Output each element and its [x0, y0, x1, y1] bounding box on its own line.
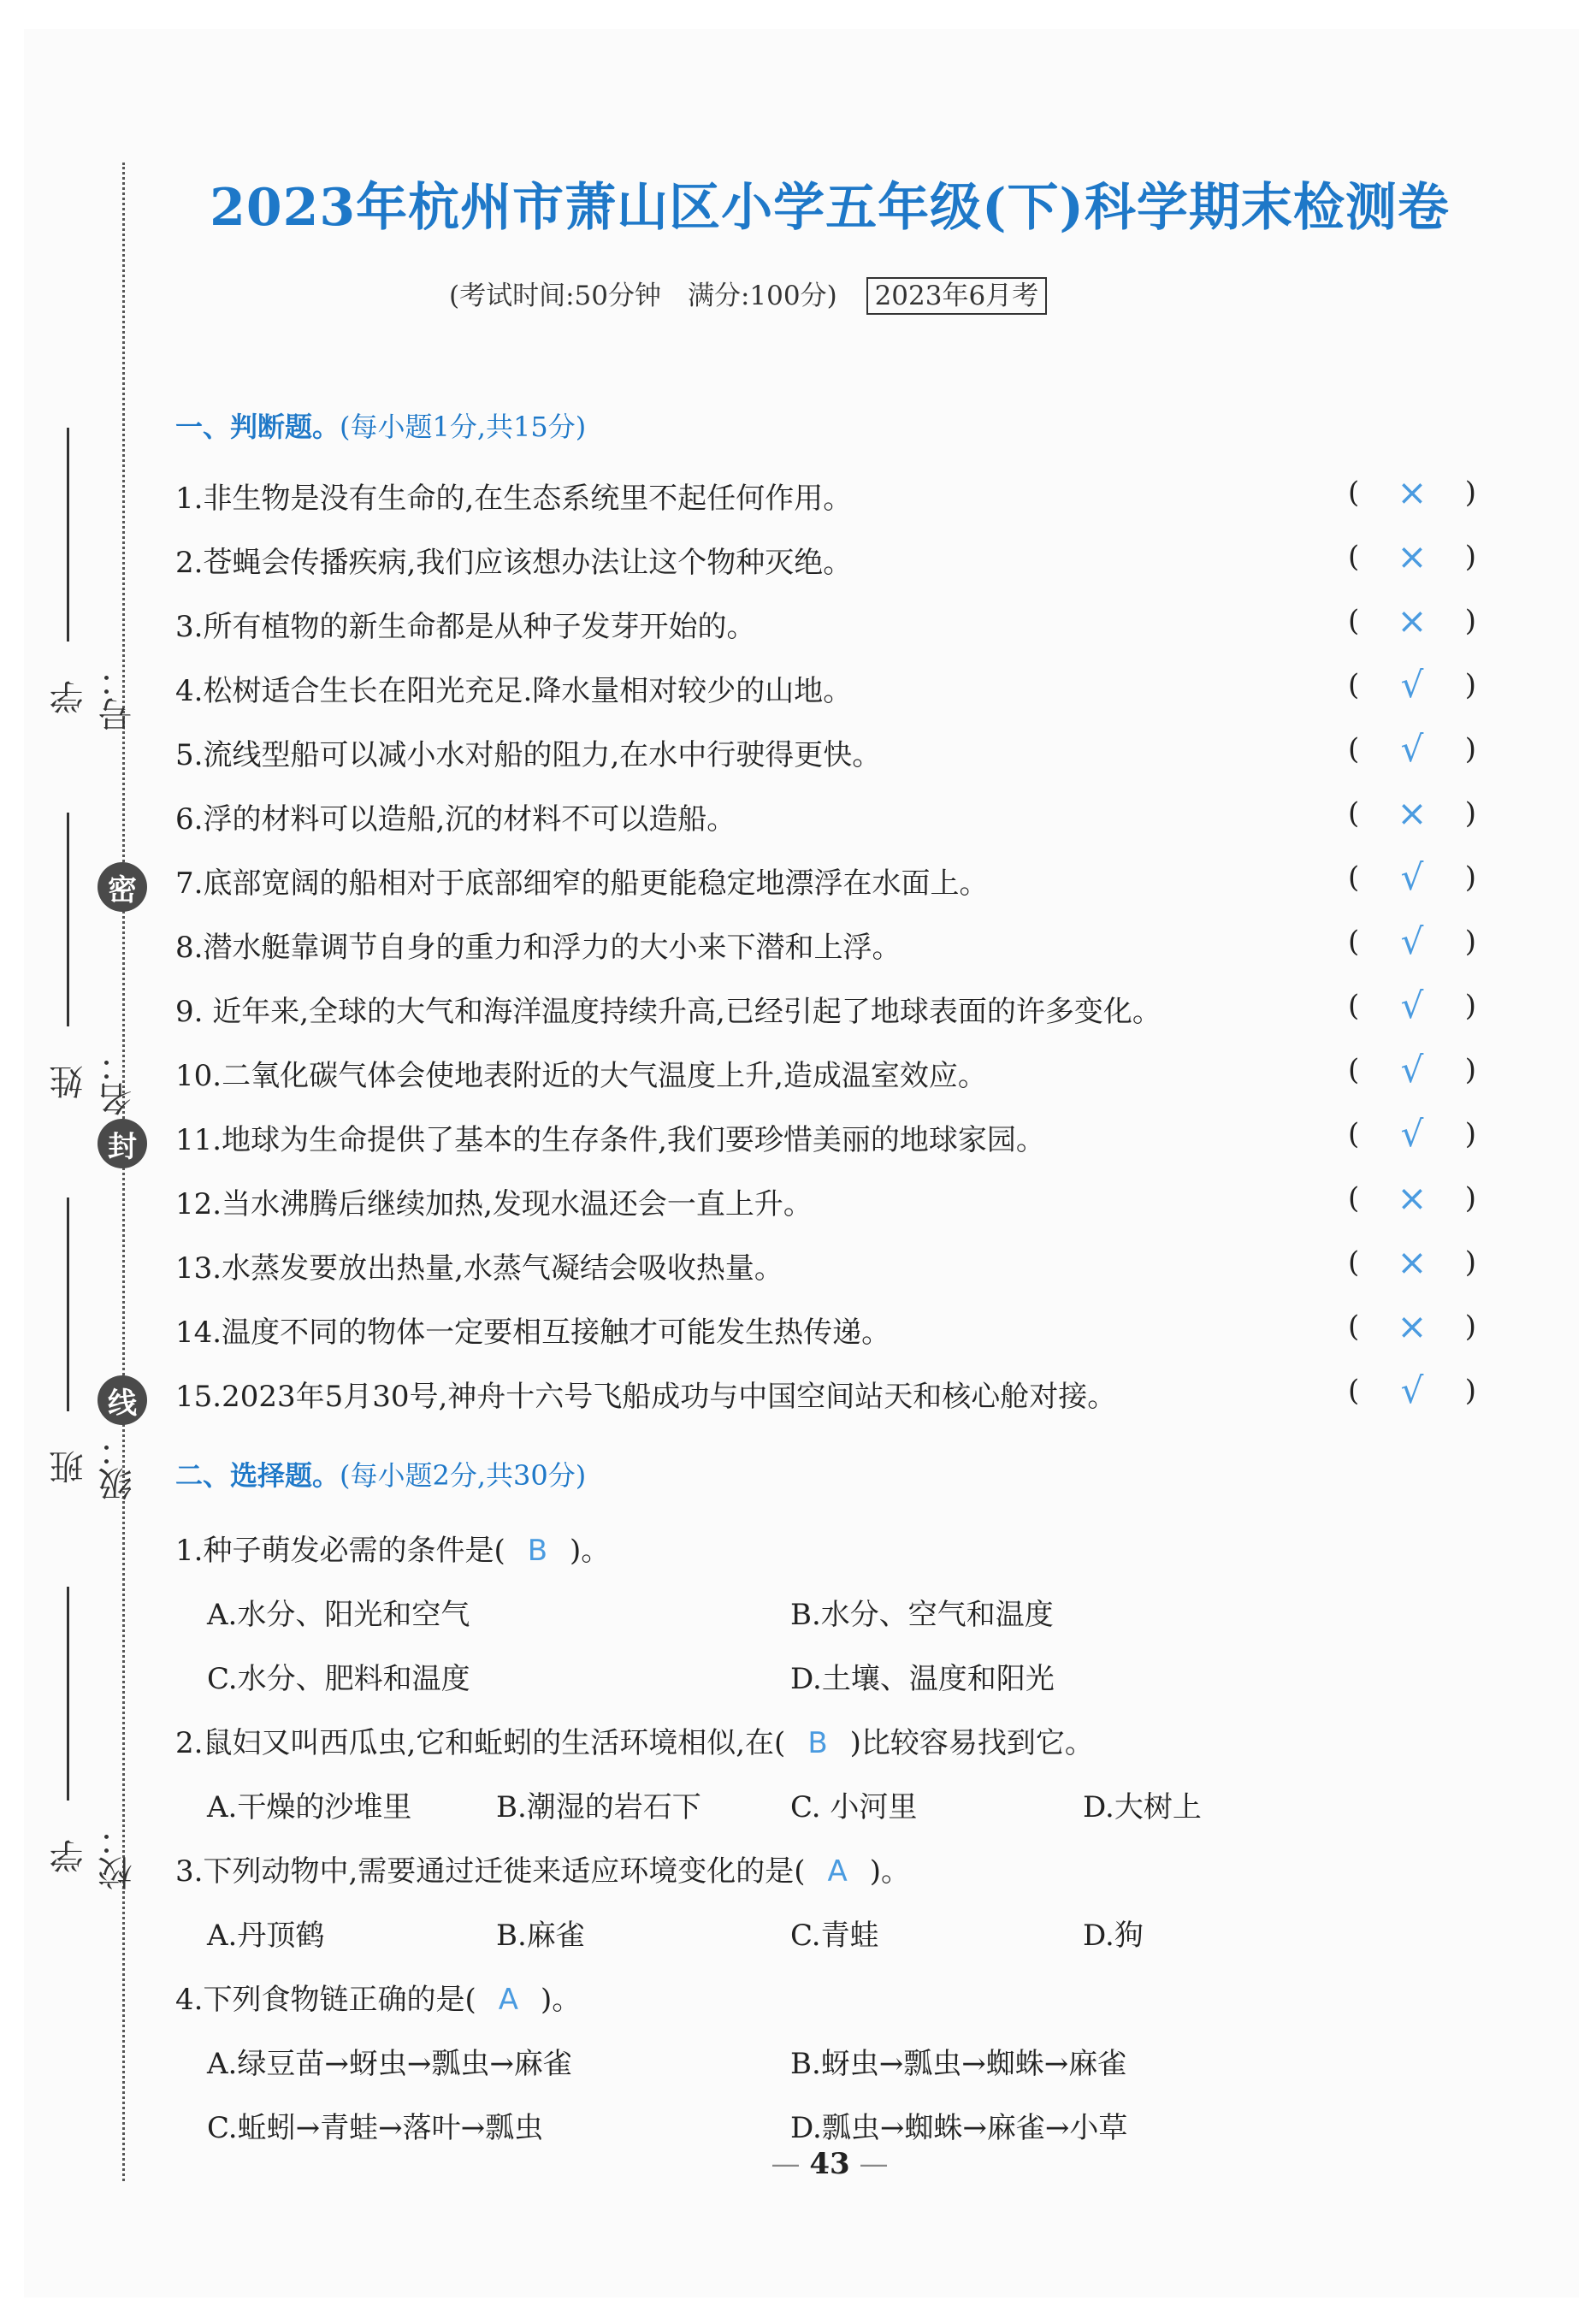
open-paren: ( [1348, 1052, 1360, 1087]
school-label: 学校： [50, 1822, 138, 1890]
tf-question: 7.底部宽阔的船相对于底部细窄的船更能稳定地漂浮在水面上。 [175, 866, 989, 901]
tf-answer-mark: √ [1400, 1369, 1424, 1411]
tf-answer-mark: × [1397, 600, 1428, 642]
mc-question-4 [175, 1976, 581, 2018]
tf-question: 15.2023年5月30号,神舟十六号飞船成功与中国空间站天和核心舱对接。 [175, 1380, 1117, 1414]
tf-answer-box [1348, 985, 1476, 1026]
class-field [44, 1197, 138, 1505]
class-label: 班级： [50, 1433, 138, 1501]
exam-title: 2023年杭州市萧山区小学五年级(下)科学期末检测卷 [210, 178, 1450, 238]
name-label: 姓名： [50, 1048, 138, 1116]
tf-answer-mark: √ [1400, 856, 1424, 898]
mc-question-3-end: )。 [869, 1854, 911, 1889]
tf-answer-box [1348, 856, 1476, 898]
mc-question-3 [175, 1848, 910, 1889]
mc-2-option-d: D.大树上 [1083, 1790, 1202, 1824]
close-paren: ) [1464, 667, 1476, 702]
mc-answer-2: B [807, 1726, 828, 1760]
section-2-title: 二、选择题。 [175, 1459, 340, 1492]
tf-question: 4.松树适合生长在阳光充足.降水量相对较少的山地。 [175, 674, 853, 708]
mc-question-4-text: 4.下列食物链正确的是( [175, 1983, 476, 2017]
tf-answer-mark: × [1397, 1305, 1428, 1347]
mc-1-option-b: B.水分、空气和温度 [790, 1598, 1054, 1632]
page-number: — 43 — [771, 2147, 889, 2181]
mc-2-option-b: B.潮湿的岩石下 [496, 1790, 701, 1824]
mc-answer-1: B [527, 1534, 548, 1568]
tf-question: 8.潜水艇靠调节自身的重力和浮力的大小来下潜和上浮。 [175, 931, 901, 965]
tf-question: 3.所有植物的新生命都是从种子发芽开始的。 [175, 610, 756, 644]
section-1-title: 一、判断题。 [175, 411, 340, 443]
tf-answer-box [1348, 1049, 1476, 1091]
tf-question: 10.二氧化碳气体会使地表附近的大气温度上升,造成温室效应。 [175, 1059, 987, 1093]
mc-question-1-end: )。 [570, 1534, 611, 1568]
open-paren: ( [1348, 475, 1360, 510]
close-paren: ) [1464, 1052, 1476, 1087]
section-1-heading [175, 405, 586, 445]
tf-question: 1.非生物是没有生命的,在生态系统里不起任何作用。 [175, 482, 853, 516]
close-paren: ) [1464, 1245, 1476, 1280]
open-paren: ( [1348, 988, 1360, 1023]
tf-answer-box [1348, 920, 1476, 962]
name-field [44, 813, 138, 1121]
class-underline [67, 1197, 69, 1411]
tf-question: 14.温度不同的物体一定要相互接触才可能发生热传递。 [175, 1316, 891, 1350]
exam-date-box: 2023年6月考 [866, 277, 1048, 315]
tf-answer-box [1348, 471, 1476, 513]
mc-question-1-text: 1.种子萌发必需的条件是( [175, 1534, 505, 1568]
mc-4-option-a: A.绿豆苗→蚜虫→瓢虫→麻雀 [207, 2047, 572, 2081]
tf-answer-mark: × [1397, 535, 1428, 577]
tf-answer-box [1348, 600, 1476, 642]
page-number-value: 43 [809, 2147, 850, 2181]
open-paren: ( [1348, 1245, 1360, 1280]
mc-3-option-d: D.狗 [1083, 1919, 1144, 1953]
tf-answer-mark: × [1397, 471, 1428, 513]
open-paren: ( [1348, 1116, 1360, 1151]
open-paren: ( [1348, 603, 1360, 638]
tf-answer-mark: √ [1400, 920, 1424, 962]
exam-duration-score: (考试时间:50分钟 满分:100分) [449, 281, 837, 311]
mc-1-option-d: D.土壤、温度和阳光 [790, 1662, 1055, 1696]
tf-answer-mark: √ [1400, 664, 1424, 706]
tf-answer-box [1348, 728, 1476, 770]
mc-question-3-text: 3.下列动物中,需要通过迁徙来适应环境变化的是( [175, 1854, 806, 1889]
exam-info [449, 274, 1047, 312]
mc-answer-3: A [827, 1854, 848, 1889]
close-paren: ) [1464, 1180, 1476, 1215]
tf-answer-mark: × [1397, 792, 1428, 834]
tf-answer-box [1348, 664, 1476, 706]
open-paren: ( [1348, 795, 1360, 831]
mc-1-option-c: C.水分、肥料和温度 [207, 1662, 470, 1696]
mc-2-option-a: A.干燥的沙堆里 [207, 1790, 412, 1824]
mc-2-option-c: C. 小河里 [790, 1790, 918, 1824]
mc-1-option-a: A.水分、阳光和空气 [207, 1598, 470, 1632]
open-paren: ( [1348, 924, 1360, 959]
tf-question: 6.浮的材料可以造船,沉的材料不可以造船。 [175, 802, 736, 837]
close-paren: ) [1464, 1309, 1476, 1344]
mc-question-4-end: )。 [540, 1983, 582, 2017]
section-2-heading [175, 1454, 586, 1493]
tf-answer-box [1348, 535, 1476, 577]
tf-answer-box [1348, 1369, 1476, 1411]
close-paren: ) [1464, 860, 1476, 895]
open-paren: ( [1348, 731, 1360, 766]
mc-question-1 [175, 1527, 610, 1569]
seal-xian: 线 [98, 1375, 147, 1425]
close-paren: ) [1464, 924, 1476, 959]
seal-mi: 密 [98, 862, 147, 912]
tf-question: 11.地球为生命提供了基本的生存条件,我们要珍惜美丽的地球家园。 [175, 1123, 1045, 1157]
tf-answer-box [1348, 1305, 1476, 1347]
tf-question: 12.当水沸腾后继续加热,发现水温还会一直上升。 [175, 1187, 813, 1221]
school-underline [67, 1587, 69, 1801]
tf-answer-mark: √ [1400, 1113, 1424, 1155]
mc-question-2-end: )比较容易找到它。 [849, 1726, 1094, 1760]
close-paren: ) [1464, 475, 1476, 510]
open-paren: ( [1348, 1309, 1360, 1344]
close-paren: ) [1464, 988, 1476, 1023]
tf-answer-box [1348, 1177, 1476, 1219]
student-id-label: 学号： [50, 663, 138, 731]
tf-question: 5.流线型船可以减小水对船的阻力,在水中行驶得更快。 [175, 738, 882, 772]
student-id-underline [67, 428, 69, 642]
section-2-note: (每小题2分,共30分) [340, 1459, 587, 1492]
mc-4-option-c: C.蚯蚓→青蛙→落叶→瓢虫 [207, 2111, 544, 2145]
tf-question: 2.苍蝇会传播疾病,我们应该想办法让这个物种灭绝。 [175, 546, 853, 580]
tf-answer-box [1348, 1241, 1476, 1283]
tf-answer-mark: √ [1400, 985, 1424, 1026]
open-paren: ( [1348, 860, 1360, 895]
close-paren: ) [1464, 731, 1476, 766]
tf-answer-box [1348, 792, 1476, 834]
close-paren: ) [1464, 1373, 1476, 1408]
section-1-note: (每小题1分,共15分) [340, 411, 587, 443]
tf-answer-mark: √ [1400, 1049, 1424, 1091]
open-paren: ( [1348, 539, 1360, 574]
open-paren: ( [1348, 1180, 1360, 1215]
tf-answer-mark: × [1397, 1177, 1428, 1219]
close-paren: ) [1464, 1116, 1476, 1151]
open-paren: ( [1348, 1373, 1360, 1408]
close-paren: ) [1464, 603, 1476, 638]
tf-question: 13.水蒸发要放出热量,水蒸气凝结会吸收热量。 [175, 1251, 783, 1286]
tf-question: 9. 近年来,全球的大气和海洋温度持续升高,已经引起了地球表面的许多变化。 [175, 995, 1162, 1029]
close-paren: ) [1464, 539, 1476, 574]
mc-3-option-c: C.青蛙 [790, 1919, 879, 1953]
student-id-field [44, 428, 138, 736]
close-paren: ) [1464, 795, 1476, 831]
mc-question-2 [175, 1719, 1094, 1761]
mc-4-option-b: B.蚜虫→瓢虫→蜘蛛→麻雀 [790, 2047, 1127, 2081]
mc-answer-4: A [498, 1983, 518, 2017]
mc-question-2-text: 2.鼠妇又叫西瓜虫,它和蚯蚓的生活环境相似,在( [175, 1726, 786, 1760]
tf-answer-mark: × [1397, 1241, 1428, 1283]
open-paren: ( [1348, 667, 1360, 702]
name-underline [67, 813, 69, 1026]
seal-feng: 封 [98, 1119, 147, 1168]
mc-3-option-b: B.麻雀 [496, 1919, 585, 1953]
mc-3-option-a: A.丹顶鹤 [207, 1919, 325, 1953]
tf-answer-mark: √ [1400, 728, 1424, 770]
exam-page [24, 29, 1579, 2297]
mc-4-option-d: D.瓢虫→蜘蛛→麻雀→小草 [790, 2111, 1128, 2145]
school-field [44, 1587, 138, 1895]
tf-answer-box [1348, 1113, 1476, 1155]
